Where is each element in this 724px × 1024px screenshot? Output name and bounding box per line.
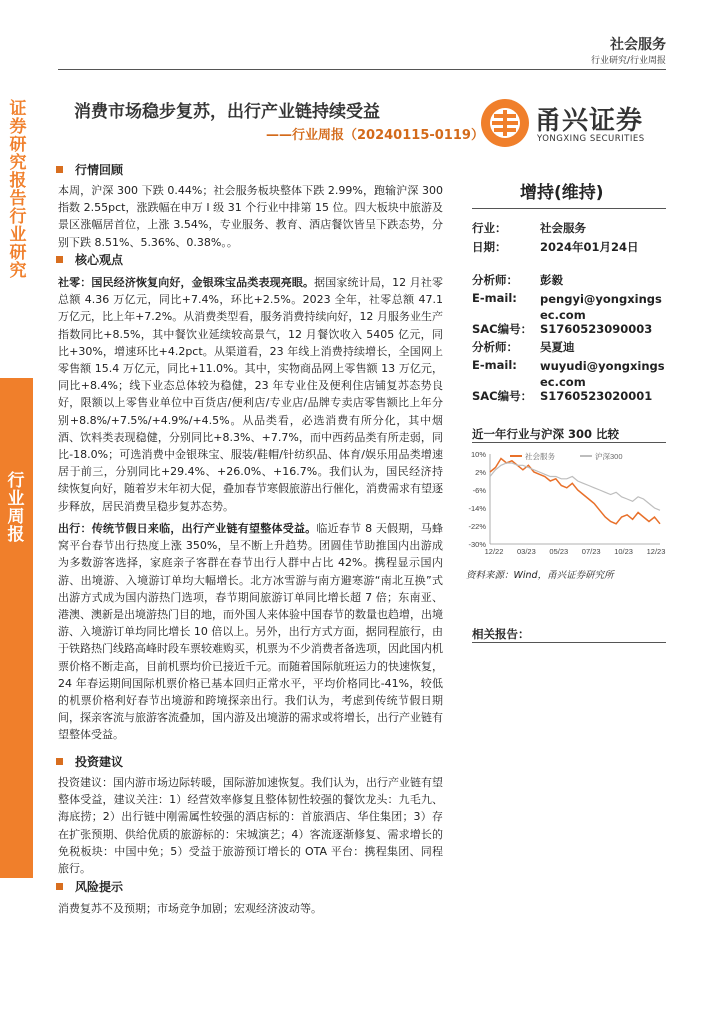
company-name-en: YONGXING SECURITIES [537, 134, 645, 144]
analyst-email: E-mail: wuyudi@yongxingsec.com [472, 358, 665, 389]
company-name-cn: 甬兴证券 [535, 106, 644, 136]
chart-divider [472, 442, 666, 443]
info-date: 日期： 2024年01月24日 [472, 240, 639, 254]
x-tick-label: 07/23 [581, 547, 601, 556]
analyst-name: 分析师： 吴夏迪 [472, 340, 575, 354]
review-paragraph: 本周，沪深 300 下跌 0.44%；社会服务板块整体下跌 2.99%，跑输沪深 300 指数 2.55pct，涨跌幅在申万 I 级 31 个行业中排第 15 位。四大板块中旅游及景区涨幅居首位，上涨 3.54%，专业服务、教育、酒店餐饮皆呈下跌态势，分别下跌 8.51%、5.36%、0.38%。。 [58, 184, 443, 249]
y-tick-label: -14% [468, 504, 486, 513]
invest-paragraph: 投资建议：国内游市场边际转暖，国际游加速恢复。我们认为，出行产业链有望整体受益，建议关注：1）经营效率修复且整体韧性较强的餐饮龙头：九毛九、海底捞；2）出行链中刚需属性较强的酒店标的：首旅酒店、华住集团；3）存在扩张预期、供给优质的旅游标的：宋城演艺；4）客流逐渐修复、需求增长的免税板块：中国中免；5）受益于旅游预订增长的 OTA 平台：携程集团、同程旅行。 [58, 776, 443, 876]
report-title: 消费市场稳步复苏，出行产业链持续受益 [74, 102, 380, 122]
risk-paragraph: 消费复苏不及预期；市场竞争加剧；宏观经济波动等。 [58, 902, 322, 915]
section-bullet-icon [56, 256, 63, 263]
section-bullet-icon [56, 166, 63, 173]
section-bullet-icon [56, 758, 63, 765]
core-paragraph-travel [58, 520, 443, 744]
section-title: 投资建议 [75, 754, 124, 769]
section-core-heading [56, 250, 456, 268]
x-tick-label: 05/23 [549, 547, 569, 556]
side-label-top: 证券研究报告 行业研究 [9, 99, 27, 281]
y-tick-label: 2% [475, 468, 486, 477]
y-tick-label: -22% [468, 522, 486, 531]
comparison-chart [458, 446, 668, 564]
analyst-name: 分析师： 彭毅 [472, 273, 563, 287]
related-reports-label: 相关报告： [472, 627, 530, 641]
company-logo-icon [478, 96, 532, 150]
section-title: 核心观点 [75, 252, 124, 267]
y-tick-label: 10% [470, 450, 486, 459]
core-paragraph-retail [58, 274, 443, 515]
series-line-industry [490, 459, 660, 524]
section-title: 行情回顾 [75, 162, 124, 177]
analyst-email: E-mail: pengyi@yongxingsec.com [472, 291, 662, 322]
info-industry: 行业： 社会服务 [472, 221, 586, 235]
header-divider [58, 69, 666, 70]
rating: 增持(维持) [520, 183, 604, 203]
chart-title: 近一年行业与沪深 300 比较 [472, 427, 620, 441]
section-review-heading [56, 160, 456, 178]
analyst-sac: SAC编号： S1760523020001 [472, 389, 653, 403]
analyst-sac: SAC编号： S1760523090003 [472, 322, 653, 336]
x-tick-label: 10/23 [614, 547, 633, 556]
y-tick-label: -6% [472, 486, 486, 495]
core-travel-body: 临近春节 8 天假期，马蜂窝平台春节出行热度上涨 350%，呈不断上升趋势。团圆佳节助推国内出游成为多数游客选择，家庭亲子客群在春节出行人群中占比 42%。携程显示国内游、出境游、入境游订单均大幅增长。北方冰雪游与南方避寒游“南北互换”式出游方式成为国内游热门选项，春节期间旅游订单同比增长超 7 倍；东南亚、港澳、澳新是出境游热门目的地，而外国人来体验中国春节的数量也趋增，出境游、入境游订单均同比增长 10 倍以上。另外，出行方式方面，据同程旅行，由于铁路热门线路高峰时段车票较难购买，机票为不少消费者备选项，因此国内机票价格不断走高，目前机票均价已接近千元。而随着国际航班运力的快速恢复，24 年春运期间国际机票价格已基本回归正常水平，平均价格同比-41%，较低的机票价格利好春节出境游和跨境探亲出行。我们认为，考虑到传统节假日期间，探亲客流与旅游客流叠加，国内游及出境游的需求或将增长，出行产业链有望整体受益。 [58, 522, 444, 742]
rating-divider [472, 208, 666, 209]
core-retail-lead: 社零：国民经济恢复向好，金银珠宝品类表现亮眼。 [58, 276, 315, 289]
section-title: 风险提示 [75, 879, 124, 894]
report-category: 社会服务 [610, 37, 666, 53]
section-risk-heading [56, 877, 456, 895]
chart-source: 资料来源：Wind，甬兴证券研究所 [466, 570, 614, 581]
x-tick-label: 03/23 [517, 547, 536, 556]
core-travel-lead: 出行：传统节假日来临，出行产业链有望整体受益。 [58, 522, 317, 535]
legend-label: 社会服务 [525, 452, 555, 461]
y-tick-label: -30% [468, 540, 486, 549]
x-tick-label: 12/22 [484, 547, 504, 556]
section-invest-heading [56, 752, 456, 770]
related-divider [472, 642, 666, 643]
x-tick-label: 12/23 [646, 547, 666, 556]
side-orange-band [0, 378, 33, 878]
side-band-label: 行业周报 [7, 471, 25, 545]
core-retail-body: 据国家统计局，12 月社零总额 4.36 万亿元，同比+7.4%，环比+2.5%。2023 全年，社零总额 47.1 万亿元，比上年+7.2%。从消费类型看，服务消费持续向好，12 月服务业生产指数同比+8.5%，其中餐饮业延续较高景气，12 月餐饮收入 5405 亿元，同比+30%，增速环比+4.2pct。从渠道看，23 年线上消费持续增长，全国网上零售额 15.4 万亿元，同比+11.0%。其中，实物商品网上零售额 13 万亿元，同比+8.4%；线下业态总体较为稳健，23 年专业住及便利住店铺复苏态势良好，限额以上零售业单位中百货店/便利店/专业店/品牌专卖店零售额比上年分别+8.8%/+7.5%/+4.9%/+4.5%。从品类看，必选消费有所分化，其中烟酒、饮料类表现稳健，分别同比+8.3%、+7.7%，而中西药品类有所走弱，同比-18.0%；可选消费中金银珠宝、服装/鞋帽/针纺织品、体育/娱乐用品类增速居于前三，分别同比+29.4%、+26.0%、+16.7%。我们认为，国民经济持续恢复向好，随着岁末年初大促，叠加春节寒假旅游出行催化，消费需求有望逐步释放，居民消费呈稳步复苏态势。 [58, 276, 443, 513]
section-bullet-icon [56, 883, 63, 890]
report-subcategory: 行业研究/行业周报 [590, 56, 666, 66]
report-subtitle: ——行业周报（20240115-0119） [266, 128, 484, 143]
legend-label: 沪深300 [595, 452, 623, 461]
